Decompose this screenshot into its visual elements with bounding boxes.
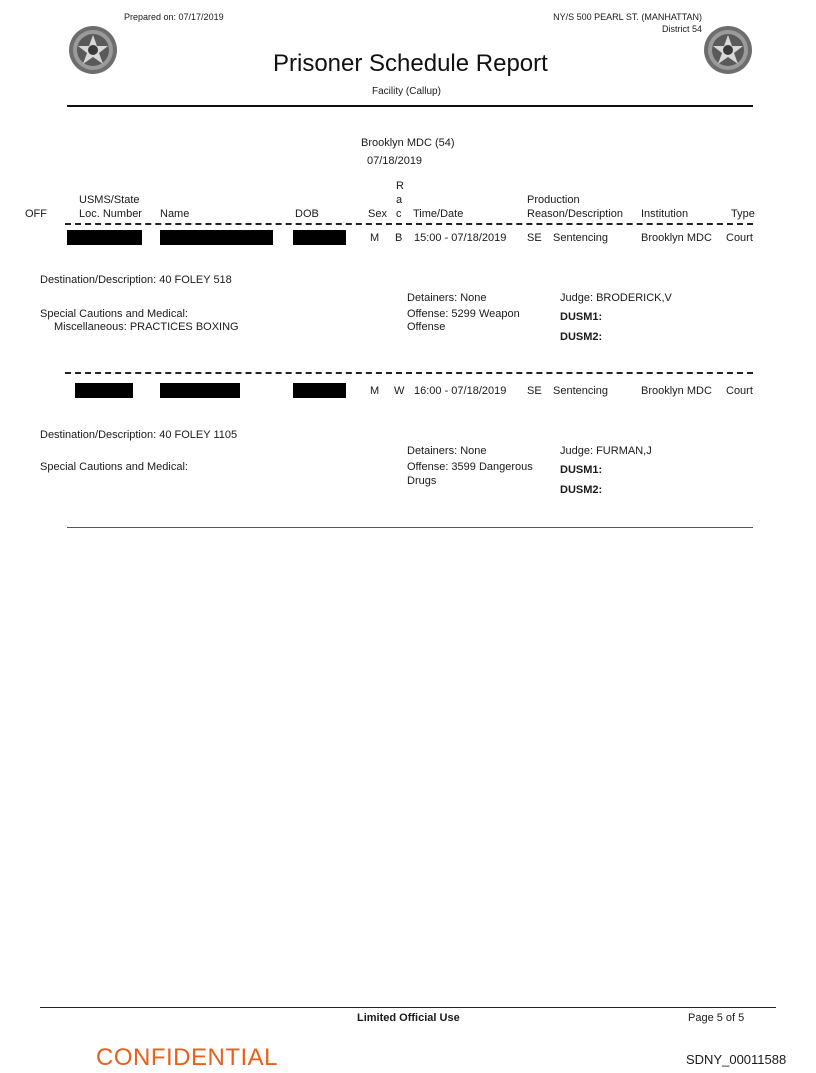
- section-end-rule: [67, 527, 753, 528]
- record-offense-line2: Drugs: [407, 475, 437, 487]
- record-cautions-label: Special Cautions and Medical:: [40, 308, 188, 320]
- col-dob: DOB: [295, 208, 319, 220]
- record-offense-line2: Offense: [407, 321, 446, 333]
- header-dashed-rule: [65, 223, 753, 225]
- col-off: OFF: [25, 208, 47, 220]
- record-judge: Judge: FURMAN,J: [560, 445, 652, 457]
- bates-number: SDNY_00011588: [686, 1052, 787, 1067]
- record-cautions-detail: Miscellaneous: PRACTICES BOXING: [54, 321, 239, 333]
- col-type: Type: [731, 208, 755, 220]
- record-code: SE: [527, 385, 542, 397]
- footer-rule: [40, 1007, 776, 1008]
- record-detainers: Detainers: None: [407, 445, 487, 457]
- page-subtitle: Facility (Callup): [372, 86, 441, 97]
- record-type: Court: [726, 232, 753, 244]
- footer-label: Limited Official Use: [357, 1012, 460, 1024]
- record-type: Court: [726, 385, 753, 397]
- col-race-c: c: [396, 208, 402, 220]
- record-destination: Destination/Description: 40 FOLEY 1105: [40, 429, 238, 441]
- location-label: NY/S 500 PEARL ST. (MANHATTAN): [553, 12, 702, 22]
- redaction-name: [160, 230, 273, 245]
- col-time-date: Time/Date: [413, 208, 464, 220]
- facility-date: 07/18/2019: [367, 155, 423, 167]
- page-number: Page 5 of 5: [688, 1012, 745, 1024]
- record-offense-line1: Offense: 3599 Dangerous: [407, 461, 533, 473]
- record-sex: M: [370, 385, 380, 397]
- col-production-line1: Production: [527, 194, 580, 206]
- record-detainers: Detainers: None: [407, 292, 487, 304]
- col-race-a: a: [396, 194, 403, 206]
- record-dusm2: DUSM2:: [560, 484, 603, 496]
- record-dusm1: DUSM1:: [560, 311, 603, 323]
- marshals-seal-icon: [703, 25, 753, 75]
- record-reason: Sentencing: [553, 385, 609, 397]
- prepared-on: Prepared on: 07/17/2019: [124, 12, 224, 22]
- record-time-date: 15:00 - 07/18/2019: [414, 232, 507, 244]
- header-rule: [67, 105, 753, 107]
- col-usms-line2: Loc. Number: [79, 208, 142, 220]
- redaction-dob: [293, 383, 346, 398]
- facility-name: Brooklyn MDC (54): [361, 137, 455, 149]
- record-institution: Brooklyn MDC: [641, 385, 712, 397]
- record-time-date: 16:00 - 07/18/2019: [414, 385, 507, 397]
- col-usms-line1: USMS/State: [79, 194, 140, 206]
- marshals-seal-icon: [68, 25, 118, 75]
- district-label: District 54: [661, 24, 702, 34]
- record-reason: Sentencing: [553, 232, 609, 244]
- redaction-dob: [293, 230, 346, 245]
- col-institution: Institution: [641, 208, 689, 220]
- col-sex: Sex: [368, 208, 387, 220]
- record-judge: Judge: BRODERICK,V: [560, 292, 672, 304]
- record-separator-dashed-rule: [65, 372, 753, 374]
- record-race: W: [394, 385, 405, 397]
- record-offense-line1: Offense: 5299 Weapon: [407, 308, 520, 320]
- col-production-line2: Reason/Description: [527, 208, 623, 220]
- redaction-loc-number: [75, 383, 133, 398]
- record-institution: Brooklyn MDC: [641, 232, 712, 244]
- redaction-name: [160, 383, 240, 398]
- redaction-loc-number: [67, 230, 142, 245]
- record-race: B: [395, 232, 403, 244]
- record-sex: M: [370, 232, 380, 244]
- record-dusm2: DUSM2:: [560, 331, 603, 343]
- col-race-r: R: [396, 180, 404, 192]
- record-dusm1: DUSM1:: [560, 464, 603, 476]
- page-title: Prisoner Schedule Report: [273, 50, 548, 77]
- record-destination: Destination/Description: 40 FOLEY 518: [40, 274, 232, 286]
- record-code: SE: [527, 232, 542, 244]
- confidential-stamp: CONFIDENTIAL: [96, 1044, 279, 1071]
- record-cautions-label: Special Cautions and Medical:: [40, 461, 188, 473]
- col-name: Name: [160, 208, 190, 220]
